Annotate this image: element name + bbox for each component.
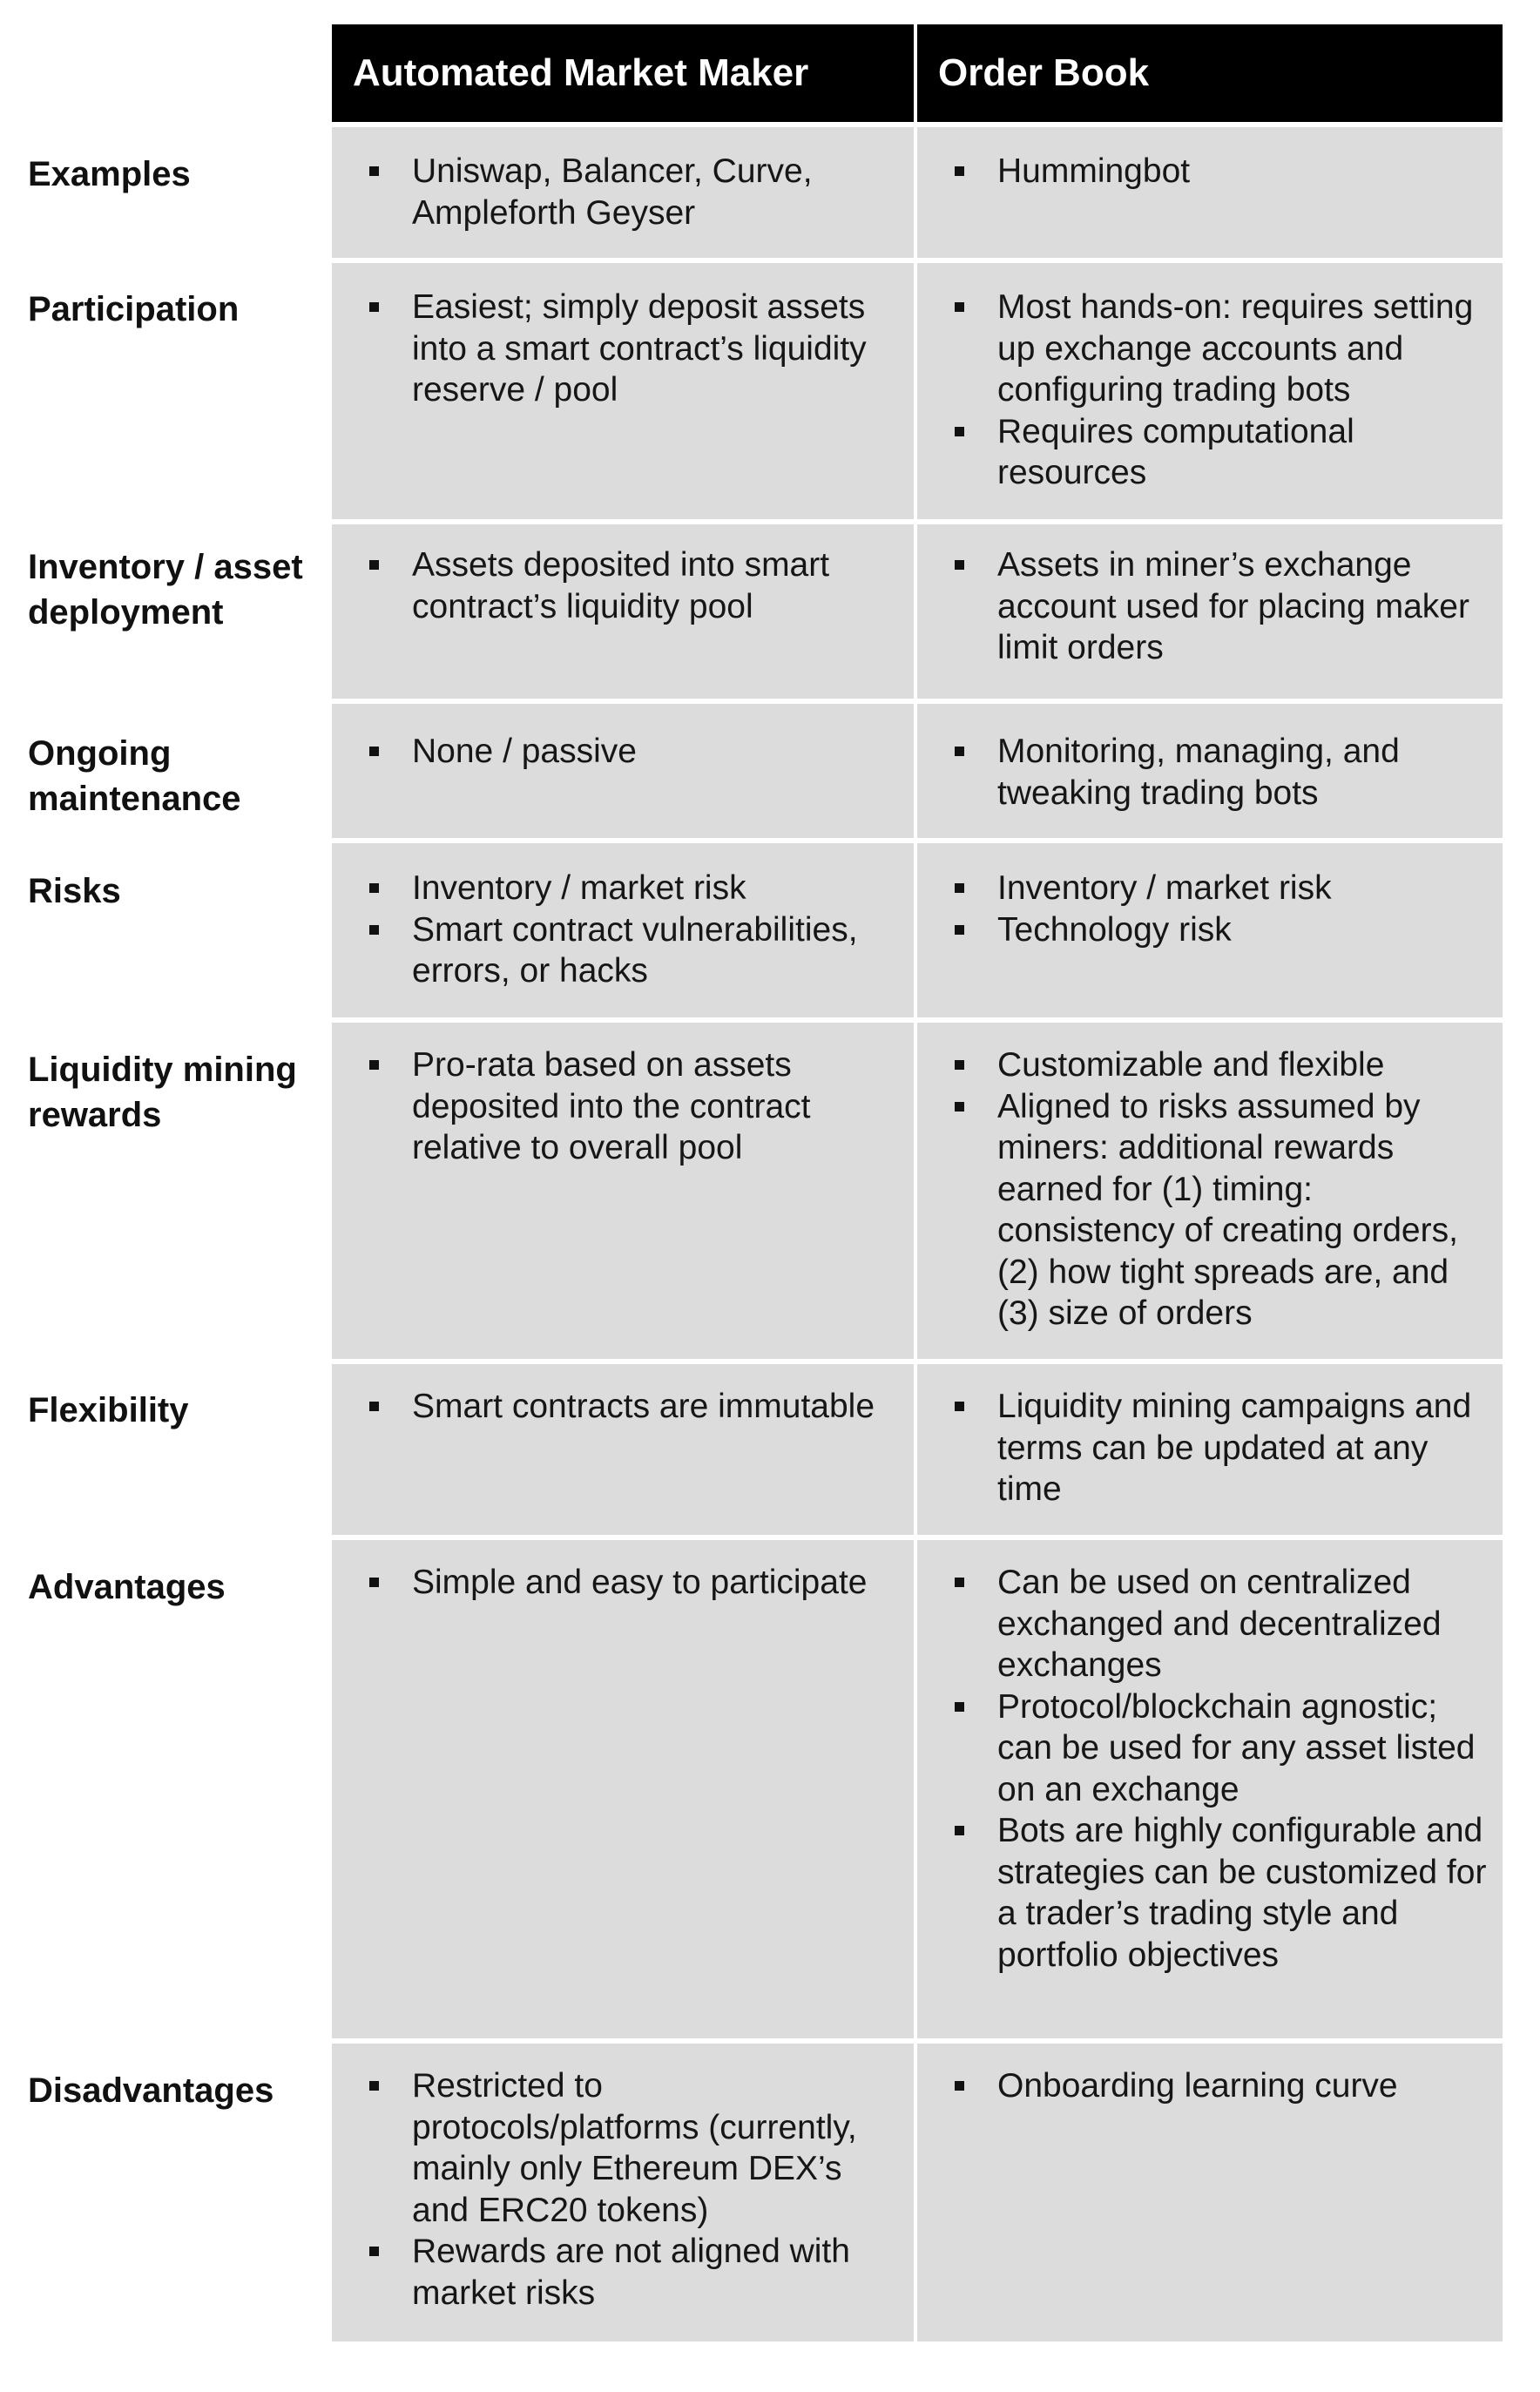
bullet-icon [955,925,964,935]
list-item: Requires computational resources [917,411,1503,494]
row-label-advantages: Advantages [28,1568,226,1606]
cell-amm-examples [332,127,914,258]
bullet-icon [369,925,379,935]
list-item: Smart contract vulnerabilities, errors, or hacks [332,909,914,992]
list-item: Technology risk [917,909,1503,951]
list-item: Hummingbot [917,151,1503,193]
cell-order-book-inventory [917,524,1503,699]
list-item: Restricted to protocols/platforms (currently, mainly only Ethereum DEX’s and ERC20 tokens) [332,2065,914,2231]
list-item: Protocol/blockchain agnostic; can be used for any asset listed on an exchange [917,1686,1503,1811]
bullet-icon [369,560,379,570]
bullet-icon [369,166,379,176]
cell-amm-liquidity-mining-rewards [332,1023,914,1359]
header-order-book [917,24,1503,122]
list-item: Can be used on centralized exchanged and decentralized exchanges [917,1562,1503,1686]
bullet-icon [955,1826,964,1835]
bullet-icon [955,1702,964,1712]
row-label-disadvantages: Disadvantages [28,2071,274,2110]
cell-order-book-risks [917,843,1503,1017]
list-item: Aligned to risks assumed by miners: additional rewards earned for (1) timing: consistency of creating orders, (2) how tight spreads are, and (3) size of orders [917,1086,1503,1335]
header-order-book-label: Order Book [938,51,1150,94]
bullet-icon [955,1402,964,1411]
cell-amm-flexibility [332,1364,914,1535]
list-item: Pro-rata based on assets deposited into the contract relative to overall pool [332,1044,914,1169]
cell-order-book-flexibility [917,1364,1503,1535]
cell-amm-advantages [332,1540,914,2038]
list-item: Monitoring, managing, and tweaking trading bots [917,731,1503,814]
bullet-icon [369,1578,379,1587]
bullet-icon [955,302,964,312]
cell-amm-risks [332,843,914,1017]
bullet-icon [955,1578,964,1587]
list-item: Simple and easy to participate [332,1562,914,1604]
cell-order-book-disadvantages [917,2044,1503,2341]
bullet-icon [955,1102,964,1112]
bullet-icon [369,1060,379,1070]
list-item: Onboarding learning curve [917,2065,1503,2107]
list-item: Inventory / market risk [332,868,914,909]
list-item: Assets in miner’s exchange account used for placing maker limit orders [917,544,1503,669]
list-item: Assets deposited into smart contract’s liquidity pool [332,544,914,627]
list-item: Liquidity mining campaigns and terms can be updated at any time [917,1386,1503,1510]
bullet-icon [955,427,964,436]
row-label-risks: Risks [28,872,121,910]
list-item: Easiest; simply deposit assets into a smart contract’s liquidity reserve / pool [332,287,914,411]
bullet-icon [955,1060,964,1070]
bullet-icon [369,1402,379,1411]
list-item: Smart contracts are immutable [332,1386,914,1428]
list-item: Bots are highly configurable and strategies can be customized for a trader’s trading style and portfolio objectives [917,1810,1503,1976]
cell-order-book-participation [917,263,1503,519]
header-automated-market-maker [332,24,914,122]
row-label-participation: Participation [28,290,240,328]
cell-amm-participation [332,263,914,519]
list-item: Customizable and flexible [917,1044,1503,1086]
bullet-icon [369,2247,379,2256]
bullet-icon [955,747,964,756]
cell-order-book-ongoing-maintenance [917,704,1503,838]
bullet-icon [369,747,379,756]
list-item: Inventory / market risk [917,868,1503,909]
cell-order-book-liquidity-mining-rewards [917,1023,1503,1359]
cell-order-book-examples [917,127,1503,258]
header-amm-label: Automated Market Maker [353,51,809,94]
row-label-examples: Examples [28,155,191,193]
bullet-icon [955,560,964,570]
bullet-icon [955,166,964,176]
list-item: None / passive [332,731,914,773]
list-item: Rewards are not aligned with market risks [332,2231,914,2314]
cell-amm-disadvantages [332,2044,914,2341]
row-label-ongoing-maintenance: Ongoing maintenance [28,734,241,818]
list-item: Most hands-on: requires setting up exchange accounts and configuring trading bots [917,287,1503,411]
bullet-icon [369,302,379,312]
bullet-icon [369,2081,379,2091]
row-label-flexibility: Flexibility [28,1391,189,1429]
row-label-liquidity-mining-rewards: Liquidity mining rewards [28,1051,297,1134]
row-label-inventory: Inventory / asset deployment [28,548,303,632]
bullet-icon [955,2081,964,2091]
bullet-icon [955,883,964,893]
cell-order-book-advantages [917,1540,1503,2038]
list-item: Uniswap, Balancer, Curve, Ampleforth Geyser [332,151,914,233]
cell-amm-ongoing-maintenance [332,704,914,838]
bullet-icon [369,883,379,893]
cell-amm-inventory [332,524,914,699]
